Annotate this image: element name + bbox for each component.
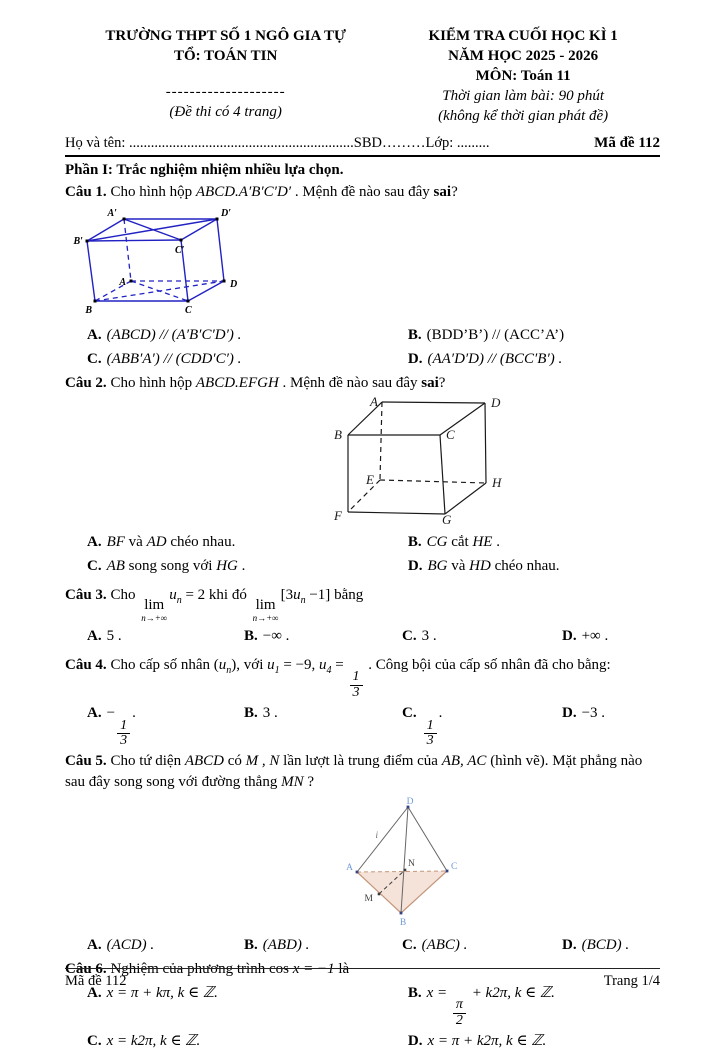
q3-option-a: A. 5 . bbox=[87, 627, 122, 644]
question-number: Câu 3. bbox=[65, 587, 107, 603]
duration-note: (không kể thời gian phát đề) bbox=[438, 108, 609, 124]
q5-option-c: C. (ABC) . bbox=[402, 937, 468, 953]
vertex-label: F bbox=[334, 508, 342, 523]
fraction: $\frac{1}{3}$ bbox=[117, 719, 130, 749]
q1-option-c: C. (ABB′A′) // (CDD′C′) . bbox=[87, 351, 242, 367]
q5-edge-label bbox=[375, 830, 378, 840]
vertex-label: A′ bbox=[107, 208, 117, 219]
vertex-label: B bbox=[399, 918, 407, 927]
q6-option-a: A. x = π + kπ, k ∈ ℤ. bbox=[87, 985, 218, 1001]
vertex-label: C bbox=[185, 305, 192, 316]
vertex-label: N bbox=[408, 859, 415, 869]
vertex-label: E bbox=[366, 472, 374, 487]
q1-solid-edges bbox=[87, 219, 224, 301]
q1-dashed-edges bbox=[95, 219, 224, 301]
q6-option-b: B. x = $\frac{\pi}{2}$ + k2π, k ∈ ℤ. bbox=[407, 985, 555, 1028]
q3-option-b: B. −∞ . bbox=[244, 627, 290, 644]
q4-options bbox=[65, 702, 660, 749]
q5-figure-tetrahedron bbox=[329, 795, 509, 927]
fraction: $\frac{1}{3}$ bbox=[350, 670, 363, 700]
student-info-row bbox=[65, 135, 660, 157]
vertex-label: M bbox=[364, 894, 373, 904]
q5-option-b: B. (ABD) . bbox=[244, 937, 310, 953]
q2-options-row1 bbox=[65, 531, 660, 554]
school-name: TRƯỜNG THPT SỐ 1 NGÔ GIA TỰ bbox=[105, 28, 346, 44]
question-number: Câu 1. bbox=[65, 184, 107, 200]
vertex-label: A bbox=[370, 396, 378, 409]
q2-solid-edges bbox=[348, 402, 486, 514]
vertex-label: B bbox=[85, 305, 92, 316]
subject: MÔN: Toán 11 bbox=[475, 68, 571, 84]
exam-page bbox=[65, 0, 660, 1049]
vertex-label: B′ bbox=[73, 236, 83, 247]
q3-option-d: D. +∞ . bbox=[562, 627, 609, 644]
q1-options-row1 bbox=[65, 324, 660, 347]
page-footer bbox=[65, 968, 660, 990]
q2-option-a: A. BF và AD chéo nhau. bbox=[87, 534, 236, 550]
vertex-label: B bbox=[334, 427, 342, 442]
q3-options bbox=[65, 625, 660, 648]
q2-options-row2 bbox=[65, 555, 660, 578]
vertex-label: D bbox=[491, 396, 501, 410]
footer-exam-code: Mã đề 112 bbox=[65, 973, 127, 989]
vertex-label: A bbox=[119, 277, 126, 288]
question-4: Câu 4. Cho cấp số nhân $(u_n)$, với $u_1 = -9$, $u_4$ = $\frac{1}{3}$ . Công bội của cấp số nhân đã cho bằng: bbox=[65, 656, 611, 700]
q4-option-b: B. 3 . bbox=[244, 705, 278, 722]
q2-option-b: B. CG cắt HE . bbox=[407, 534, 500, 550]
q4-option-a: A. − $\frac{1}{3}$ . bbox=[87, 705, 136, 749]
department-name: TỔ: TOÁN TIN bbox=[173, 48, 278, 64]
q4-option-c: C. $\frac{1}{3}$ . bbox=[402, 705, 443, 749]
vertex-label: G bbox=[442, 512, 452, 524]
question-5: Câu 5. Cho tứ diện ABCD có M , N lần lượt là trung điểm của AB, AC (hình vẽ). Mặt phẳng nào sau đây song song với đường thẳng MN ? bbox=[65, 753, 643, 790]
q5-option-a: A. (ACD) . bbox=[87, 937, 155, 953]
limit-notation: lim n→+∞ bbox=[141, 596, 168, 623]
q5-figure-wrap bbox=[329, 795, 660, 932]
q2-figure-wrap bbox=[330, 396, 660, 529]
q2-vertex-labels bbox=[333, 396, 502, 524]
school-year: NĂM HỌC 2025 - 2026 bbox=[448, 48, 599, 64]
name-field-label: Họ và tên: ..............................................................SBD………Lớp: ......... bbox=[65, 135, 490, 151]
q1-option-b: B. (BDD’B’) // (ACC’A’) bbox=[407, 327, 565, 343]
vertex-label: D′ bbox=[221, 208, 232, 219]
vertex-label: C′ bbox=[175, 245, 185, 256]
q6-option-c: C. x = k2π, k ∈ ℤ. bbox=[87, 1032, 201, 1049]
q1-option-a: A. (ABCD) // (A′B′C′D′) . bbox=[87, 327, 242, 343]
q4-option-d: D. −3 . bbox=[562, 705, 606, 722]
q2-figure-box bbox=[330, 396, 530, 524]
q1-figure-parallelepiped bbox=[71, 205, 246, 317]
vertex-label: A bbox=[346, 863, 353, 873]
q6-options-row2 bbox=[65, 1030, 660, 1053]
question-3: Câu 3. Cho lim n→+∞ $u_n = 2$ khi đó lim n→+∞ $[3u_n -1]$ bằng bbox=[65, 587, 364, 623]
q2-option-d: D. BG và HD chéo nhau. bbox=[407, 558, 560, 574]
question-2: Câu 2. Cho hình hộp ABCD.EFGH . Mệnh đề nào sau đây sai? bbox=[65, 375, 446, 391]
vertex-label: H bbox=[492, 475, 502, 490]
page-count-note: (Đề thi có 4 trang) bbox=[169, 104, 282, 120]
q6-option-d: D. x = π + k2π, k ∈ ℤ. bbox=[407, 1032, 547, 1049]
q2-option-c: C. AB song song với HG . bbox=[87, 558, 246, 574]
question-6: Câu 6. Nghiệm của phương trình cos x = −1 là bbox=[65, 961, 350, 977]
q1-options-row2 bbox=[65, 348, 660, 371]
q3-option-c: C. 3 . bbox=[402, 627, 437, 644]
vertex-label: C bbox=[446, 427, 455, 442]
q1-figure-wrap bbox=[71, 205, 660, 322]
question-number: Câu 2. bbox=[65, 375, 107, 391]
header bbox=[65, 26, 660, 126]
footer-page-number: Trang 1/4 bbox=[603, 973, 660, 989]
question-number: Câu 6. bbox=[65, 961, 107, 977]
header-exam-block bbox=[386, 26, 660, 126]
q2-dashed-edges bbox=[348, 402, 486, 512]
exam-title: KIỂM TRA CUỐI HỌC KÌ 1 bbox=[428, 28, 618, 44]
exam-code: Mã đề 112 bbox=[594, 135, 660, 151]
question-number: Câu 5. bbox=[65, 753, 107, 769]
q5-option-d: D. (BCD) . bbox=[562, 937, 630, 953]
part1-heading: Phần I: Trắc nghiệm nhiệm nhiều lựa chọn. bbox=[65, 162, 344, 178]
vertex-label: D bbox=[406, 797, 414, 807]
vertex-label: D bbox=[230, 279, 238, 290]
header-school-block bbox=[65, 26, 386, 126]
q5-options bbox=[65, 934, 660, 957]
duration: Thời gian làm bài: 90 phút bbox=[442, 88, 605, 104]
fraction: $\frac{\pi}{2}$ bbox=[453, 998, 466, 1028]
question-1: Câu 1. Cho hình hộp ABCD.A′B′C′D′ . Mệnh đề nào sau đây sai? bbox=[65, 184, 458, 200]
divider-dashes: -------------------- bbox=[165, 84, 286, 100]
vertex-label: C bbox=[451, 862, 458, 872]
fraction: $\frac{1}{3}$ bbox=[424, 719, 437, 749]
q1-option-d: D. (AA′D′D) // (BCC′B′) . bbox=[407, 351, 563, 367]
edge-label-i: i bbox=[375, 830, 378, 840]
limit-notation: lim n→+∞ bbox=[252, 596, 279, 623]
question-number: Câu 4. bbox=[65, 656, 107, 673]
